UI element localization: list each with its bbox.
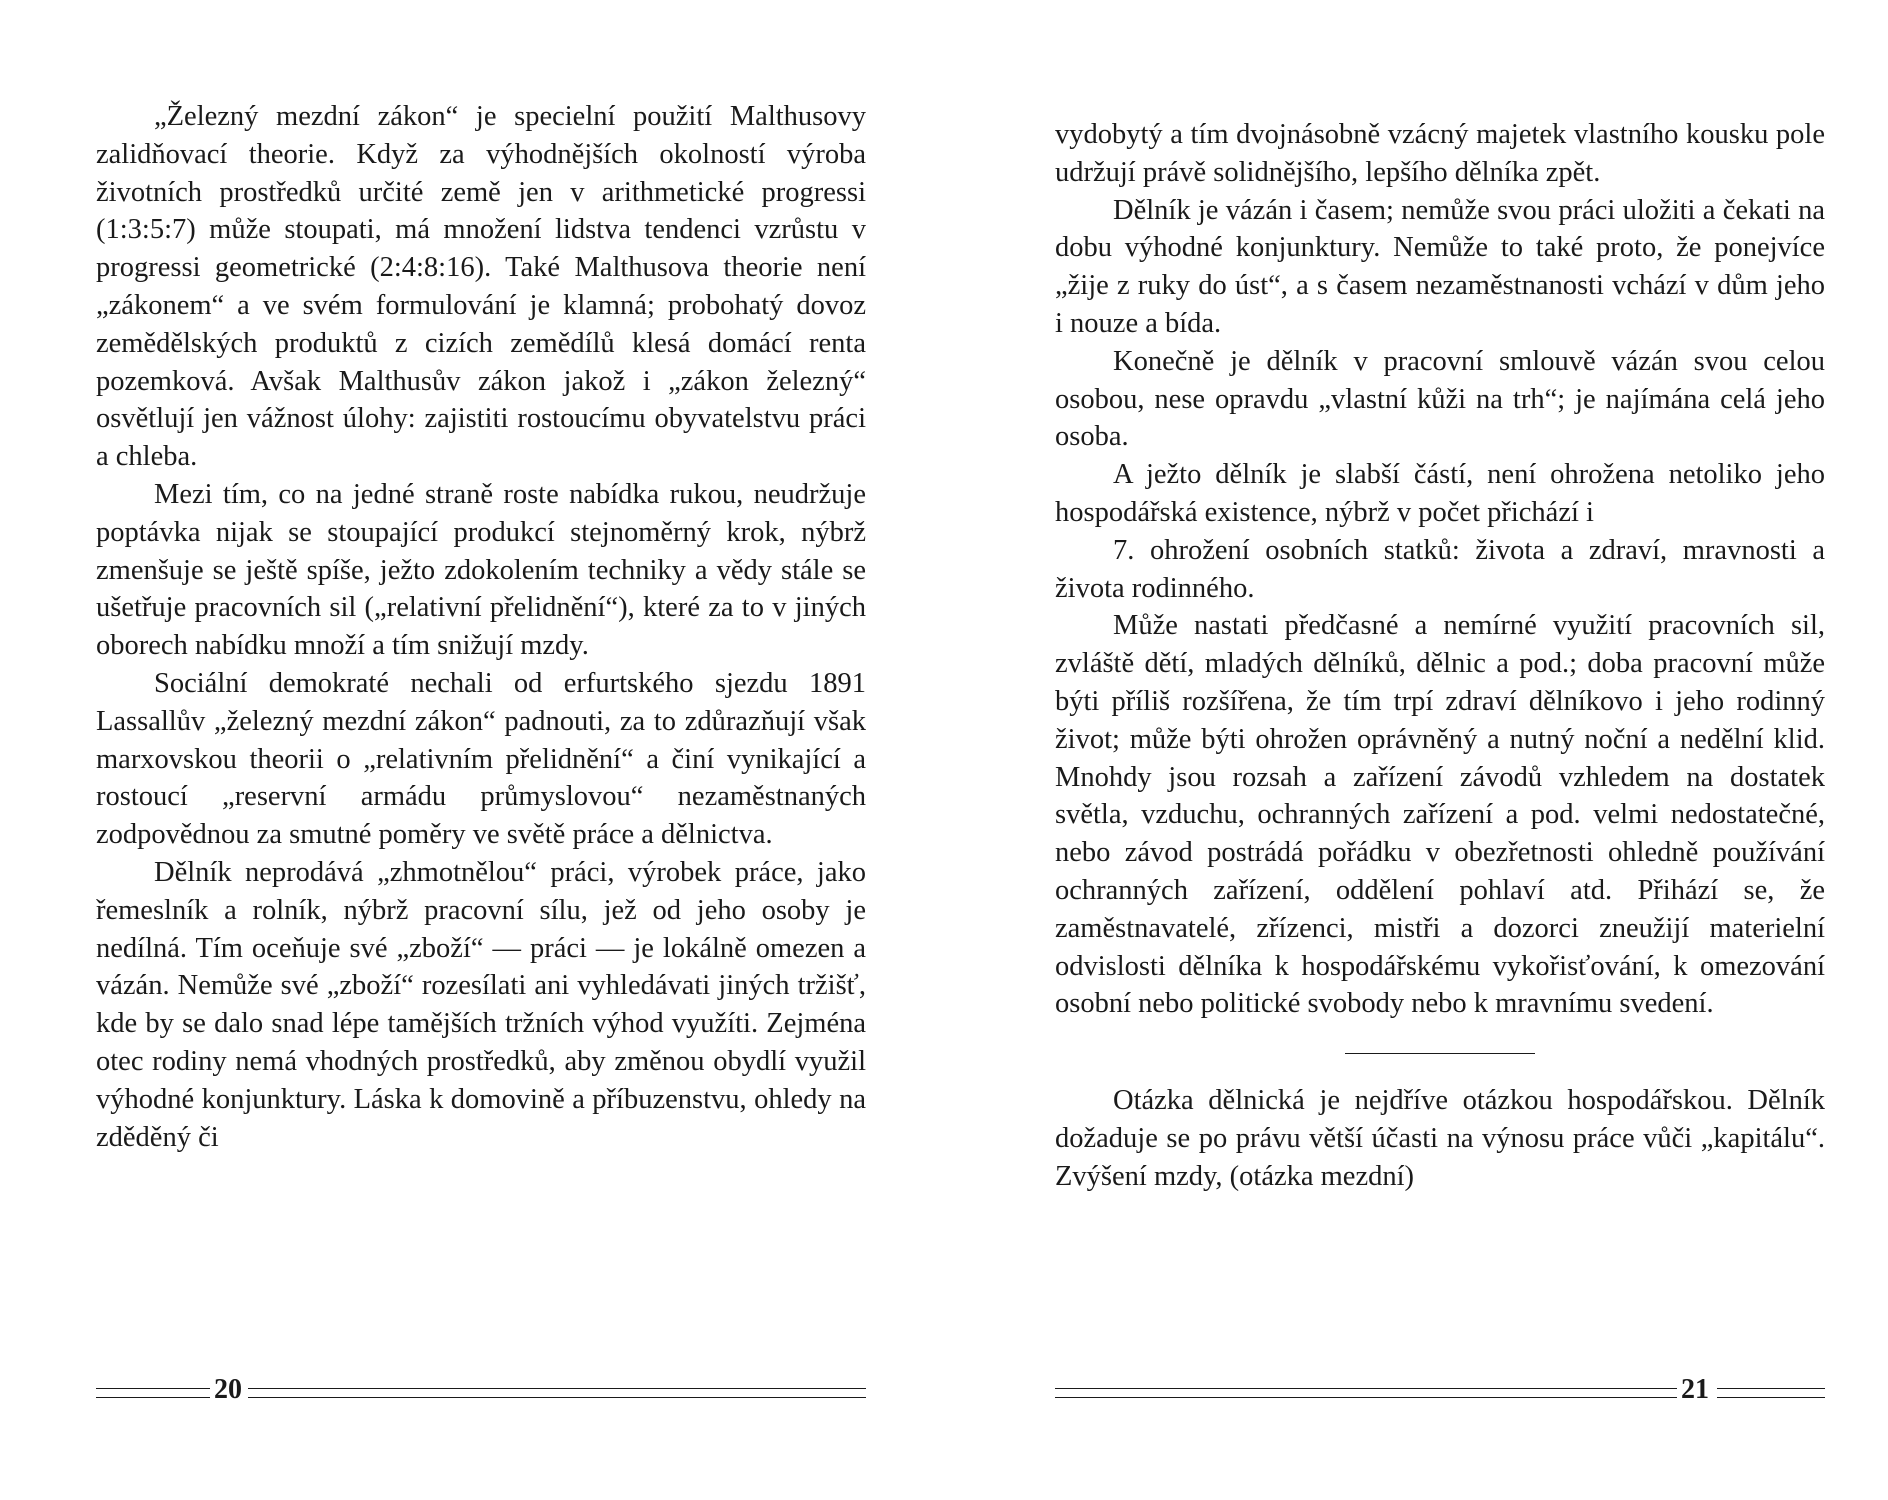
footer-rule-right	[248, 1388, 866, 1398]
numbered-heading: 7. ohrožení osobních statků: života a zdraví, mravnosti a života rodinného.	[1055, 534, 1825, 604]
paragraph: A ježto dělník je slabší částí, není ohrožena netoliko jeho hospodářská existence, nýbrž v počet přichází i	[1055, 459, 1825, 528]
paragraph: Může nastati předčasné a nemírné využití pracovních sil, zvláště dětí, mladých dělníků, dělnic a pod.; doba pracovní může býti příliš rozšířena, že tím trpí zdraví dělníkovo i jeho rodinný život; může býti ohrožen oprávněný a nutný noční a nedělní klid. Mnohdy jsou rozsah a zařízení závodů vzhledem na dostatek světla, vzduchu, ochranných zařízení a pod. velmi nedostatečné, nebo závod postrádá pořádku v obezřetnosti ohledně používání ochranných zařízení, oddělení pohlaví atd. Přihází se, že zaměstnavatelé, zřízenci, mistři a dozorci zneužijí materielní odvislosti dělníka k hospodářskému vykořisťování, k omezování osobní nebo politické svobody nebo k mravnímu svedení.	[1055, 610, 1825, 1020]
paragraph: Otázka dělnická je nejdříve otázkou hospodářskou. Dělník dožaduje se po právu větší účasti na výnosu práce vůči „kapitálu“. Zvýšení mzdy, (otázka mezdní)	[1055, 1085, 1825, 1192]
paragraph: Dělník je vázán i časem; nemůže svou práci uložiti a čekati na dobu výhodné konjunktury. Nemůže to také proto, že ponejvíce „žije z ruky do úst“, a s časem nezaměstnanosti vchází v dům jeho i nouze a bída.	[1055, 194, 1825, 339]
paragraph: vydobytý a tím dvojnásobně vzácný majetek vlastního kousku pole udržují právě solidnějšího, lepšího dělníka zpět.	[1055, 119, 1825, 188]
paragraph: Sociální demokraté nechali od erfurtského sjezdu 1891 Lassallův „železný mezdní zákon“ padnouti, za to zdůrazňují však marxovskou theorii o „relativním přelidnění“ a činí vynikající a rostoucí „reservní armádu průmyslovou“ nezaměstnaných zodpovědnou za smutné poměry ve světě práce a dělnictva.	[96, 667, 866, 851]
page-number: 20	[214, 1374, 242, 1405]
right-page	[1055, 0, 1825, 1500]
footer-rule-left	[96, 1388, 210, 1398]
page-footer	[96, 1374, 866, 1408]
paragraph: Konečně je dělník v pracovní smlouvě vázán svou celou osobou, nese opravdu „vlastní kůži na trh“; je najímána celá jeho osoba.	[1055, 345, 1825, 453]
right-page-text	[1055, 116, 1825, 1196]
paragraph: Mezi tím, co na jedné straně roste nabídka rukou, neudržuje poptávka nijak se stoupající produkcí stejnoměrný krok, nýbrž zmenšuje se ještě spíše, ježto zdokolením techniky a vědy stále se ušetřuje pracovních sil („relativní přelidnění“), které za to v jiných oborech nabídku množí a tím snižují mzdy.	[96, 478, 866, 662]
paragraph: Dělník neprodává „zhmotnělou“ práci, výrobek práce, jako řemeslník a rolník, nýbrž pracovní sílu, jež od jeho osoby je nedílná. Tím oceňuje své „zboží“ — práci — je lokálně omezen a vázán. Nemůže své „zboží“ rozesílati ani vyhledávati jiných tržišť, kde by se dalo snad lépe tamějších tržních výhod využíti. Zejména otec rodiny nemá vhodných prostředků, aby změnou obydlí využil výhodné konjunktury. Láska k domovině a příbuzenstvu, ohledy na zděděný či	[96, 856, 866, 1153]
footer-rule-right	[1717, 1388, 1825, 1398]
page-number: 21	[1681, 1374, 1709, 1405]
page-footer	[1055, 1374, 1825, 1408]
left-page	[96, 0, 866, 1500]
left-page-text	[96, 98, 866, 1156]
section-divider	[1345, 1053, 1535, 1054]
paragraph: „Železný mezdní zákon“ je specielní použití Malthusovy zalidňovací theorie. Když za výhodnějších okolností výroba životních prostředků určité země jen v arithmetické progressi (1:3:5:7) může stoupati, má množení lidstva tendenci vzrůstu v progressi geometrické (2:4:8:16). Také Malthusova theorie není „zákonem“ a ve svém formulování je klamná; probohatý dovoz zemědělských produktů z cizích zemědílů klesá domácí renta pozemková. Avšak Malthusův zákon jakož i „zákon železný“ osvětlují jen vážnost úlohy: zajistiti rostoucímu obyvatelstvu práci a chleba.	[96, 101, 866, 473]
footer-rule-left	[1055, 1388, 1677, 1398]
